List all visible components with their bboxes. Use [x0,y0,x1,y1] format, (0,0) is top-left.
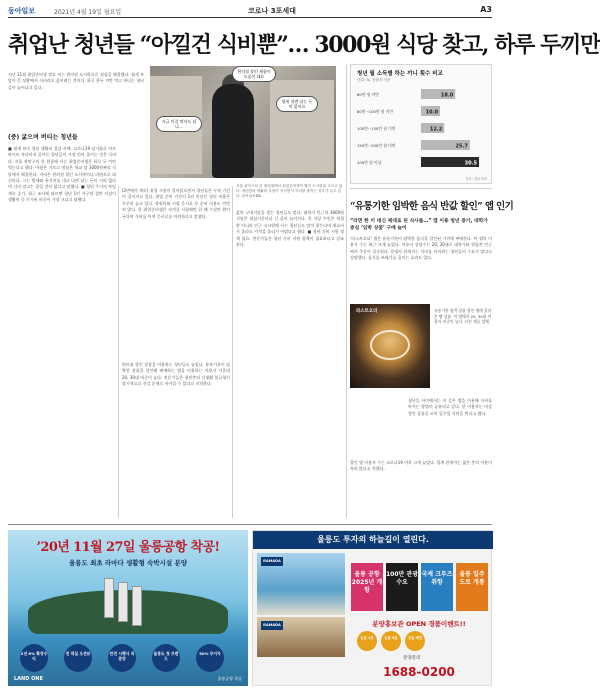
ad-feature-box: 국제 크루즈 취항 [421,563,453,611]
divider [350,188,492,189]
hotel-building [118,582,128,622]
ad-feature-badge: 완전 시행사 직분양 [108,644,136,672]
speech-bubble: 지금 이걸 먹어도 되나… [156,116,202,132]
article-column: 편의점 할인 상품을 이용하는 청년들도 늘었다. 유통기한이 임박한 상품을 할인해 판매하는 앱을 이용하는 이용자 가운데 20, 30대 비중이 높다. 전문가들은 청년층의 식생활 불균형이 장기적으로 건강 문제로 이어질 수 있다고 지적한다. [122,362,230,387]
bar-chart [350,64,492,184]
ad-divider [8,524,492,525]
ad-feature-badge: 2년 6% 확정수익 [20,644,48,672]
chart-category-label: 80만 원 미만 [357,92,379,97]
brand-badge: RAMADA [261,621,283,630]
chart-category-label: 100만~150만 원 미만 [357,126,396,131]
ad-feature-box: 100만 관광 수요 [386,563,418,611]
ad-topbar: 울릉도 투자의 하늘길이 열린다. [253,531,493,549]
article-column: 청년들 사이에서는 이 같은 앱을 이용해 식비를 아끼는 방법이 공유되고 있다. 한 이용자는 마감 할인 상품을 모아 일주일 식단을 짠다고 했다. [408,398,492,416]
hotel-building [132,586,142,626]
side-article-text: ‘라스트오더’ 앱은 유통기한이 임박한 음식을 할인된 가격에 판매한다. 이 앱의 이용자 수는 최근 크게 늘었다. 이용자 상당수는 20, 30대로 대학가와 원룸촌 인근에서 주문이 집중된다. 운영사 관계자는 식비를 아끼려는 청년들의 수요가 많다고 설명했다. 음식물 쓰레기를 줄이는 효과도 있다. [350,236,492,261]
bowl-shape [370,330,410,360]
issue-date: 2021년 4월 19일 월요일 [54,9,122,16]
brand-badge: RAMADA [261,557,283,566]
chart-value-label: 12.2 [429,126,443,133]
gift-badge: 고급 세단 [405,631,425,651]
newspaper-logo: 동아일보 [8,7,36,15]
chart-canvas [351,65,493,185]
island-illustration [28,590,228,634]
chart-value-label: 10.0 [425,109,439,116]
ad-feature-badge: 전 객실 오션뷰 [64,644,92,672]
store-shelf [270,80,334,174]
ad-brand: LAND ONE [14,676,43,682]
ad-headline: ’20년 11월 27일 울릉공항 착공! [36,540,220,555]
photo-caption: 서울 관악구의 한 편의점에서 취업준비생이 할인 도시락을 고르고 있다. 청년층의 생활비 부담이 커지면서 식비를 줄이는 경우가 늘고 있다. 동아일보DB [236,184,343,198]
chart-category-label: 150만~200만 원 미만 [357,143,396,148]
chart-category-label: 80만~100만 원 미만 [357,109,394,114]
ad-feature-box: 울릉 일주 도로 개통 [456,563,488,611]
side-article-photo [350,304,430,388]
hotel-building [104,578,114,618]
page-number: A3 [480,5,492,14]
chart-category-label: 200만 원 이상 [357,160,382,165]
page-headline: 취업난 청년들 “아낄건 식비뿐”… 3000원 식당 찾고, 하루 두끼만 [8,32,600,58]
ad-subheadline: 울릉도 최초 라마다 생활형 숙박시설 분양 [68,559,188,567]
ad-footnote: 울릉공항 착공 [217,676,242,681]
ad-feature-box: 울릉 공항 2025년 개항 [351,563,383,611]
chart-subtitle: 단위: %, 응답자 기준 [357,78,391,82]
side-article-title: “유통기한 임박한 음식 반값 할인” 앱 인기 [350,201,514,212]
section-title: 코로나 3포세대 [248,7,296,15]
advertisement-left[interactable] [8,530,248,686]
masthead [8,4,492,18]
section-subhead: (중) 굶으며 버티는 청년들 [8,134,78,141]
article-column: 값싼 구내식당을 찾는 청년들도 많다. 대학가 인근의 3000원 식당은 점심시간마다 긴 줄이 늘어선다. 한 식당 주인은 학생뿐 아니라 인근 고시원에 사는 청년들도 많이 찾는다며 재료비가 올라도 가격을 올리기 어렵다고 했다. ■ 청년 식비 지원 정책 필요. 전문가들은 청년 식비 지원 정책이 필요하다고 강조한다. [236,210,344,248]
article-column: (2면에서 계속) 취업 시장이 얼어붙으면서 청년들은 구직 기간이 길어지고 있다. 취업 준비 기간이 1년 이상인 청년 비율은 꾸준히 늘고 있다. 학원비와 시험 응시료 등 준비 비용도 만만치 않다. 한 취업준비생은 자격증 시험에만 한 해 수십만 원이 든다며 식비를 아껴 응시료를 마련한다고 말했다. [122,188,230,219]
hotline-label: 분양문의 [403,656,421,661]
column-rule [118,186,119,518]
chart-value-label: 18.0 [440,92,454,99]
article-column: 할인 앱 이용자 수는 코로나19 이후 크게 늘었다. 업계 관계자는 젊은 층의 이용이 특히 많다고 전했다. [350,460,492,472]
speech-bubble: 월세 내면 남는 돈이 없어요 [276,96,318,112]
speech-bubble: 편의점 할인 제품이 도움이 돼요 [232,66,276,82]
chart-title: 청년 월 소득별 하는 끼니 횟수 비교 [357,71,443,77]
side-article-subtitle: “라면 한 끼 대신 제대로 된 식사를…” 앱 이용 청년 증가, 대학가 중심 ‘임박 상품’ 구매 늘어 [350,219,488,231]
person-figure [212,84,254,178]
photo-label: 라스트오더 [356,309,378,314]
chart-source: 자료: 청년세대 [465,177,487,181]
ad-event-title: 분양홍보관 OPEN 경품이벤트!! [372,620,466,628]
hotline-number[interactable]: 1688-0200 [383,665,455,679]
ad-feature-badge: 50% 무이자 [196,644,224,672]
side-article [350,190,514,400]
lede-paragraph: 지난 11월 취업준비생 정모 씨는 편의점 도시락으로 점심을 해결했다. 월세 부담이 큰 상황에서 식비라도 줄이려는 것이다. 하루 한두 끼만 먹고 버티는 청년들이 늘어나고 있다. [8,72,144,90]
gift-badge: 순금 5돈 [381,631,401,651]
chart-value-label: 25.7 [455,143,468,150]
advertisement-right[interactable] [252,530,492,686]
column-rule [346,64,347,518]
article-column: ■ 월세 하숙 청년 생활비 절감 사례. 코로나19 장기화로 아르바이트 자리마저 줄어든 청년들이 가장 먼저 줄이는 것은 식비다. 서울 관악구의 한 원룸에 사는 취업준비생은 하루 두 끼만 먹는다고 했다. 아침은 거르고 점심은 학교 앞 3000원짜리 식당에서 해결한다. 저녁은 편의점 할인 도시락이나 라면으로 대신한다. 그는 방세와 통신비를 내고 나면 남는 돈이 거의 없다며 식비 말고는 줄일 것이 없다고 말했다. ■ 청년 주거비 부담 계속 증가. 최근 조사에 따르면 청년 1인 가구의 절반 이상이 생활비 중 주거비 비중이 가장 크다고 답했다. [8,146,116,203]
ad-feature-badge: 울릉도 첫 브랜드 [152,644,180,672]
column-rule [232,186,233,518]
chart-value-label: 30.5 [464,160,477,167]
side-article-caption: 유통기한 임박 상품 할인 앱에 올라온 빵 상품. 이 앱에서 20, 30대 이용자 비중이 높다. 사진 제공 업체 [434,308,492,325]
gift-badge: 순금 1돈 [357,631,377,651]
